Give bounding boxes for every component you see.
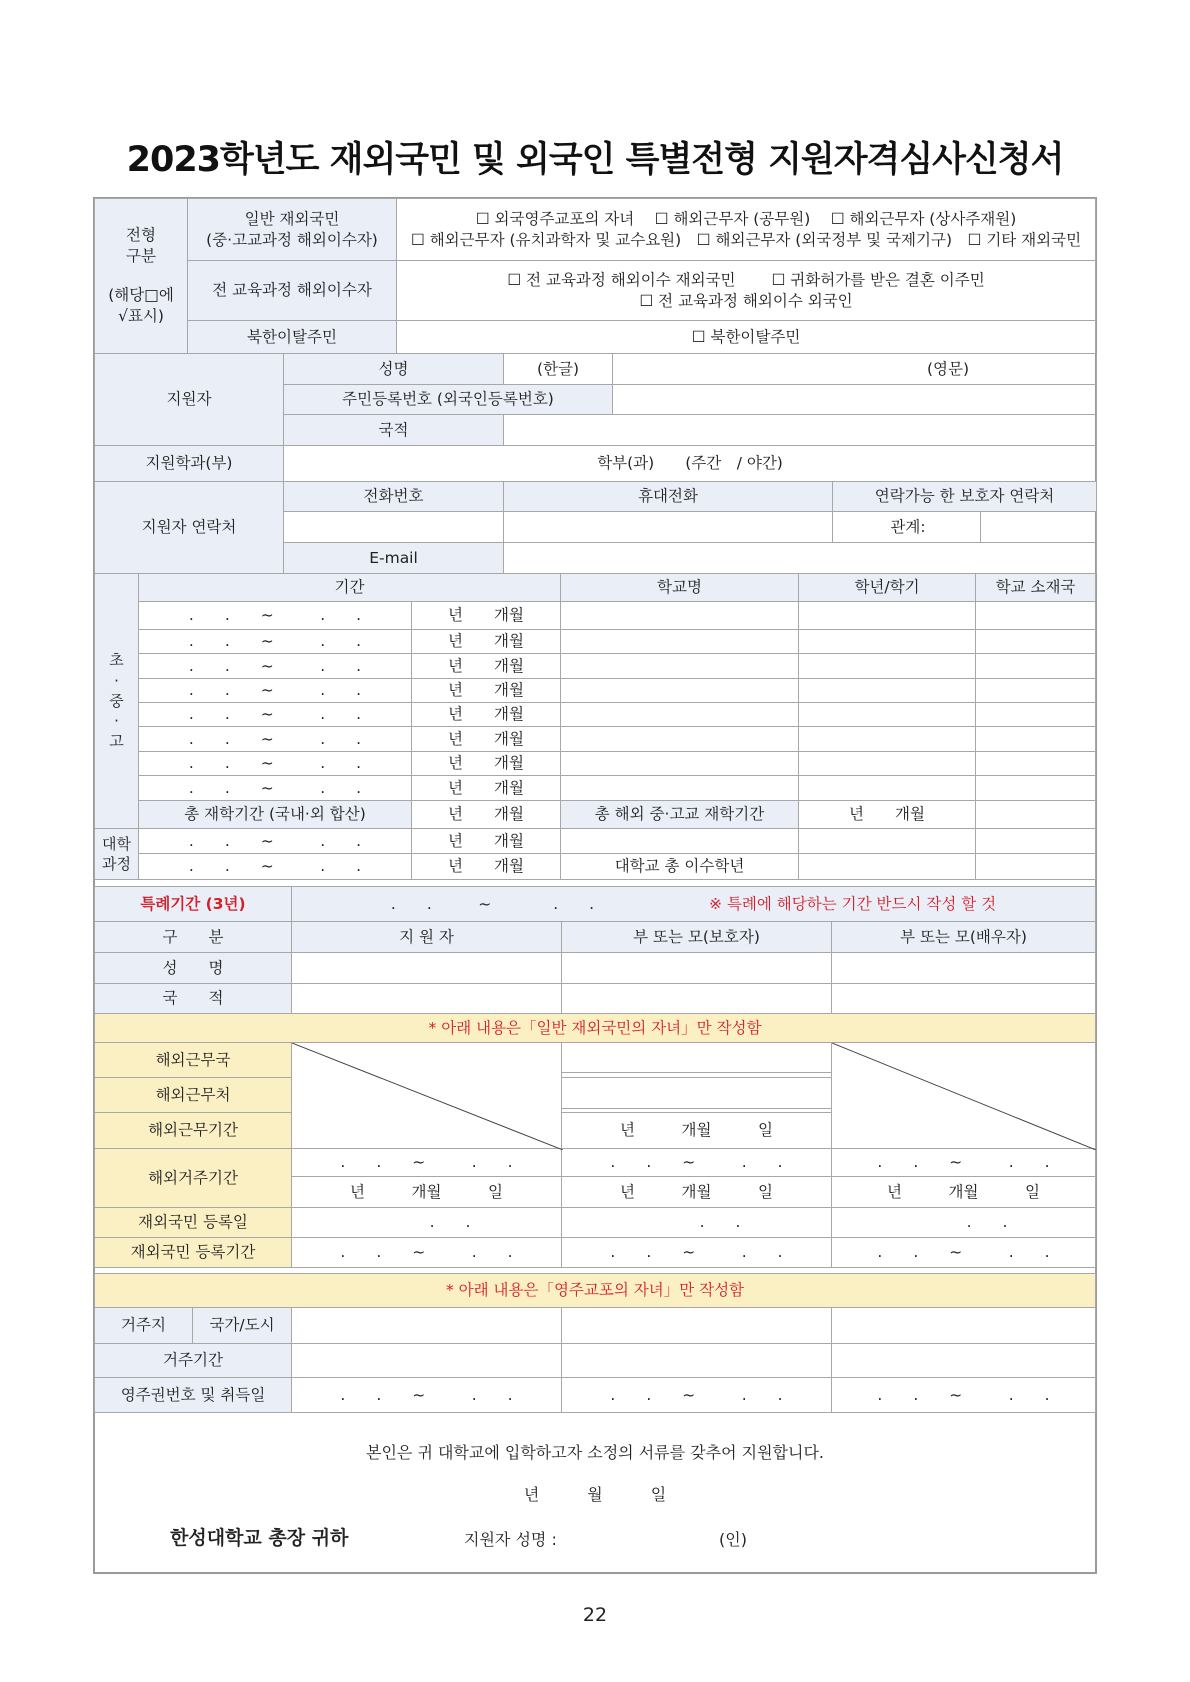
parent-nationality-cell[interactable] [562, 984, 832, 1014]
parent-stay-duration[interactable]: 년 개월 일 [562, 1177, 832, 1208]
special-period-label: 특례기간 (3년) [95, 887, 292, 922]
total-overseas-cell[interactable]: 년 개월 [799, 801, 976, 829]
spouse-work-diagonal [832, 1043, 1096, 1150]
school-country-cell[interactable] [976, 679, 1096, 703]
special-period-note: ※ 특례에 해당하는 기간 반드시 작성 할 것 [709, 894, 997, 913]
addressee: 한성대학교 총장 귀하 [170, 1527, 349, 1549]
work-period-label: 해외근무기간 [95, 1113, 292, 1149]
registration-number-label: 주민등록번호 (외국인등록번호) [284, 385, 613, 415]
family-applicant-header: 지 원 자 [292, 922, 562, 953]
nationality-field[interactable] [504, 415, 1097, 446]
category-north-korean-defector: 북한이탈주민 [188, 321, 397, 354]
department-label: 지원학과(부) [95, 446, 284, 482]
grade-cell[interactable] [799, 727, 976, 752]
university-row [95, 829, 1096, 854]
phone-header: 전화번호 [284, 482, 504, 512]
email-field[interactable] [504, 543, 1097, 574]
parent-reg-period[interactable]: . . ~ . . [562, 1238, 832, 1268]
duration-cell[interactable]: 년 개월 [412, 776, 561, 801]
education-table [94, 573, 1096, 880]
period-cell[interactable]: . . ~ . . [139, 630, 412, 654]
period-cell[interactable]: . . ~ . . [139, 679, 412, 703]
contact-label: 지원자 연락처 [95, 482, 284, 574]
education-row [95, 654, 1096, 679]
permanent-table [94, 1273, 1096, 1413]
spouse-reg-date[interactable]: . . [832, 1208, 1096, 1238]
nationality-label: 국적 [284, 415, 504, 446]
parent-stay-period[interactable]: . . ~ . . [562, 1149, 832, 1177]
parent-residence-period[interactable] [562, 1344, 832, 1378]
mobile-header: 휴대전화 [504, 482, 833, 512]
school-name-cell[interactable] [561, 703, 799, 727]
parent-reg-date[interactable]: . . [562, 1208, 832, 1238]
spouse-nationality-cell[interactable] [832, 984, 1096, 1014]
duration-cell[interactable]: 년 개월 [412, 654, 561, 679]
stay-period-label: 해외거주기간 [95, 1149, 292, 1208]
options-north-korean-defector[interactable]: ☐ 북한이탈주민 [397, 321, 1096, 354]
spouse-name-cell[interactable] [832, 953, 1096, 984]
education-row [95, 727, 1096, 752]
family-name-label: 성 명 [95, 953, 292, 984]
university-total-label: 대학교 총 이수학년 [561, 854, 799, 880]
spouse-residence-period[interactable] [832, 1344, 1096, 1378]
education-row [95, 752, 1096, 776]
school-name-cell[interactable] [561, 602, 799, 630]
duration-cell[interactable]: 년 개월 [412, 679, 561, 703]
total-period-cell[interactable]: 년 개월 [412, 801, 561, 829]
school-name-cell[interactable] [561, 776, 799, 801]
period-cell[interactable]: . . ~ . . [139, 776, 412, 801]
applicant-reg-period[interactable]: . . ~ . . [292, 1238, 562, 1268]
education-side-label: 초 · 중 · 고 [95, 574, 139, 829]
period-cell[interactable]: . . ~ . . [139, 703, 412, 727]
applicant-table [94, 353, 1097, 574]
school-name-cell[interactable] [561, 752, 799, 776]
duration-cell[interactable]: 년 개월 [412, 752, 561, 776]
admission-type-label: 전형 구분 (해당□에 √표시) [95, 199, 188, 354]
applicant-residence[interactable] [292, 1308, 562, 1344]
applicant-pr-period[interactable]: . . ~ . . [292, 1378, 562, 1413]
reg-period-label: 재외국민 등록기간 [95, 1238, 292, 1268]
duration-cell[interactable]: 년 개월 [412, 829, 561, 854]
applicant-stay-duration[interactable]: 년 개월 일 [292, 1177, 562, 1208]
applicant-work-diagonal [292, 1043, 563, 1150]
school-name-cell[interactable] [561, 630, 799, 654]
school-country-cell[interactable] [976, 630, 1096, 654]
spouse-pr-period[interactable]: . . ~ . . [832, 1378, 1096, 1413]
relation-field[interactable]: 관계: [833, 512, 981, 543]
period-cell[interactable]: . . ~ . . [139, 727, 412, 752]
grade-cell[interactable] [799, 654, 976, 679]
permanent-note: * 아래 내용은「영주교포의 자녀」만 작성함 [95, 1274, 1096, 1308]
school-country-cell[interactable] [976, 602, 1096, 630]
family-nationality-label: 국 적 [95, 984, 292, 1014]
applicant-stay-period[interactable]: . . ~ . . [292, 1149, 562, 1177]
education-total-row [95, 801, 1096, 829]
grade-cell[interactable] [799, 776, 976, 801]
registration-number-field[interactable] [613, 385, 1097, 415]
family-category-header: 구 분 [95, 922, 292, 953]
spouse-stay-duration[interactable]: 년 개월 일 [832, 1177, 1096, 1208]
signature-label: 지원자 성명 : [464, 1530, 557, 1549]
reg-date-label: 재외국민 등록일 [95, 1208, 292, 1238]
total-blank-cell [976, 801, 1096, 829]
residence-label: 거주지 [95, 1308, 193, 1344]
grade-cell[interactable] [799, 829, 976, 854]
university-row [95, 854, 1096, 880]
category-full-curriculum: 전 교육과정 해외이수자 [188, 261, 397, 321]
special-period-table [94, 886, 1096, 1014]
university-side-label: 대학 과정 [95, 829, 139, 880]
education-row [95, 602, 1096, 630]
parent-residence[interactable] [562, 1308, 832, 1344]
university-blank-cell [976, 854, 1096, 880]
parent-pr-period[interactable]: . . ~ . . [562, 1378, 832, 1413]
admission-type-table [94, 198, 1096, 354]
school-country-cell[interactable] [976, 752, 1096, 776]
grade-cell[interactable] [799, 602, 976, 630]
education-row [95, 703, 1096, 727]
applicant-name-cell[interactable] [292, 953, 562, 984]
school-name-header: 학교명 [561, 574, 799, 602]
applicant-nationality-cell[interactable] [292, 984, 562, 1014]
options-general[interactable]: ☐ 외국영주교포의 자녀 ☐ 해외근무자 (공무원) ☐ 해외근무자 (상사주재원) ☐ 해외근무자 (유치과학자 및 교수요원) ☐ 해외근무자 (외국정부 및 국제기구) ☐ 기타 재외국민 [397, 199, 1096, 261]
country-city-label: 국가/도시 [193, 1308, 292, 1344]
education-row [95, 630, 1096, 654]
applicant-residence-period[interactable] [292, 1344, 562, 1378]
school-name-cell[interactable] [561, 829, 799, 854]
total-overseas-label: 총 해외 중·고교 재학기간 [561, 801, 799, 829]
school-country-cell[interactable] [976, 727, 1096, 752]
school-name-cell[interactable] [561, 679, 799, 703]
education-row [95, 679, 1096, 703]
declaration-statement: 본인은 귀 대학교에 입학하고자 소정의 서류를 갖추어 지원합니다. [365, 1443, 824, 1462]
options-full-curriculum[interactable]: ☐ 전 교육과정 해외이수 재외국민 ☐ 귀화허가를 받은 결혼 이주민 ☐ 전 교육과정 해외이수 외국인 [397, 261, 1096, 321]
page-title: 2023학년도 재외국민 및 외국인 특별전형 지원자격심사신청서 [126, 140, 1064, 180]
department-field[interactable]: 학부(과) (주간 / 야간) [284, 446, 1097, 482]
work-country-label: 해외근무국 [95, 1043, 292, 1078]
grade-header: 학년/학기 [799, 574, 976, 602]
school-country-cell[interactable] [976, 703, 1096, 727]
family-spouse-header: 부 또는 모(배우자) [832, 922, 1096, 953]
overseas-note: * 아래 내용은「일반 재외국민의 자녀」만 작성함 [95, 1014, 1096, 1043]
spouse-reg-period[interactable]: . . ~ . . [832, 1238, 1096, 1268]
school-name-cell[interactable] [561, 727, 799, 752]
period-cell[interactable]: . . ~ . . [139, 602, 412, 630]
duration-cell[interactable]: 년 개월 [412, 602, 561, 630]
residence-period-label: 거주기간 [95, 1344, 292, 1378]
parent-work-country[interactable] [562, 1043, 832, 1078]
education-row [95, 776, 1096, 801]
email-label: E-mail [284, 543, 504, 574]
parent-work-period[interactable]: 년 개월 일 [562, 1113, 832, 1149]
korean-name-field[interactable]: (한글) [504, 354, 613, 385]
category-general: 일반 재외국민 (중·고교과정 해외이수자) [188, 199, 397, 261]
page-number: 22 [582, 1604, 608, 1626]
spouse-stay-period[interactable]: . . ~ . . [832, 1149, 1096, 1177]
name-label: 성명 [284, 354, 504, 385]
grade-cell[interactable] [799, 679, 976, 703]
duration-cell[interactable]: 년 개월 [412, 703, 561, 727]
grade-cell[interactable] [799, 630, 976, 654]
pr-number-label: 영주권번호 및 취득일 [95, 1378, 292, 1413]
university-total-cell[interactable] [799, 854, 976, 880]
english-name-field[interactable]: (영문) [613, 354, 1097, 385]
period-cell[interactable]: . . ~ . . [139, 654, 412, 679]
parent-name-cell[interactable] [562, 953, 832, 984]
parent-work-place[interactable] [562, 1078, 832, 1113]
period-cell[interactable]: . . ~ . . [139, 829, 412, 854]
duration-cell[interactable]: 년 개월 [412, 854, 561, 880]
period-cell[interactable]: . . ~ . . [139, 854, 412, 880]
school-country-cell[interactable] [976, 654, 1096, 679]
spouse-residence[interactable] [832, 1308, 1096, 1344]
applicant-reg-date[interactable]: . . [292, 1208, 562, 1238]
special-period-field[interactable]: . . ~ . . ※ 특례에 해당하는 기간 반드시 작성 할 것 [292, 887, 1096, 922]
declaration-date[interactable]: 년 월 일 [523, 1485, 667, 1504]
applicant-label: 지원자 [95, 354, 284, 446]
phone-field[interactable] [284, 512, 504, 543]
seal-mark[interactable]: (인) [719, 1530, 747, 1549]
duration-cell[interactable]: 년 개월 [412, 630, 561, 654]
mobile-field[interactable] [504, 512, 833, 543]
period-cell[interactable]: . . ~ . . [139, 752, 412, 776]
guardian-contact-field[interactable] [981, 512, 1097, 543]
school-country-cell[interactable] [976, 776, 1096, 801]
duration-cell[interactable]: 년 개월 [412, 727, 561, 752]
guardian-contact-header: 연락가능 한 보호자 연락처 [833, 482, 1097, 512]
school-country-cell[interactable] [976, 829, 1096, 854]
period-header: 기간 [139, 574, 561, 602]
school-name-cell[interactable] [561, 654, 799, 679]
grade-cell[interactable] [799, 752, 976, 776]
school-country-header: 학교 소재국 [976, 574, 1096, 602]
work-place-label: 해외근무처 [95, 1078, 292, 1113]
family-parent-header: 부 또는 모(보호자) [562, 922, 832, 953]
grade-cell[interactable] [799, 703, 976, 727]
total-period-label: 총 재학기간 (국내·외 합산) [139, 801, 412, 829]
